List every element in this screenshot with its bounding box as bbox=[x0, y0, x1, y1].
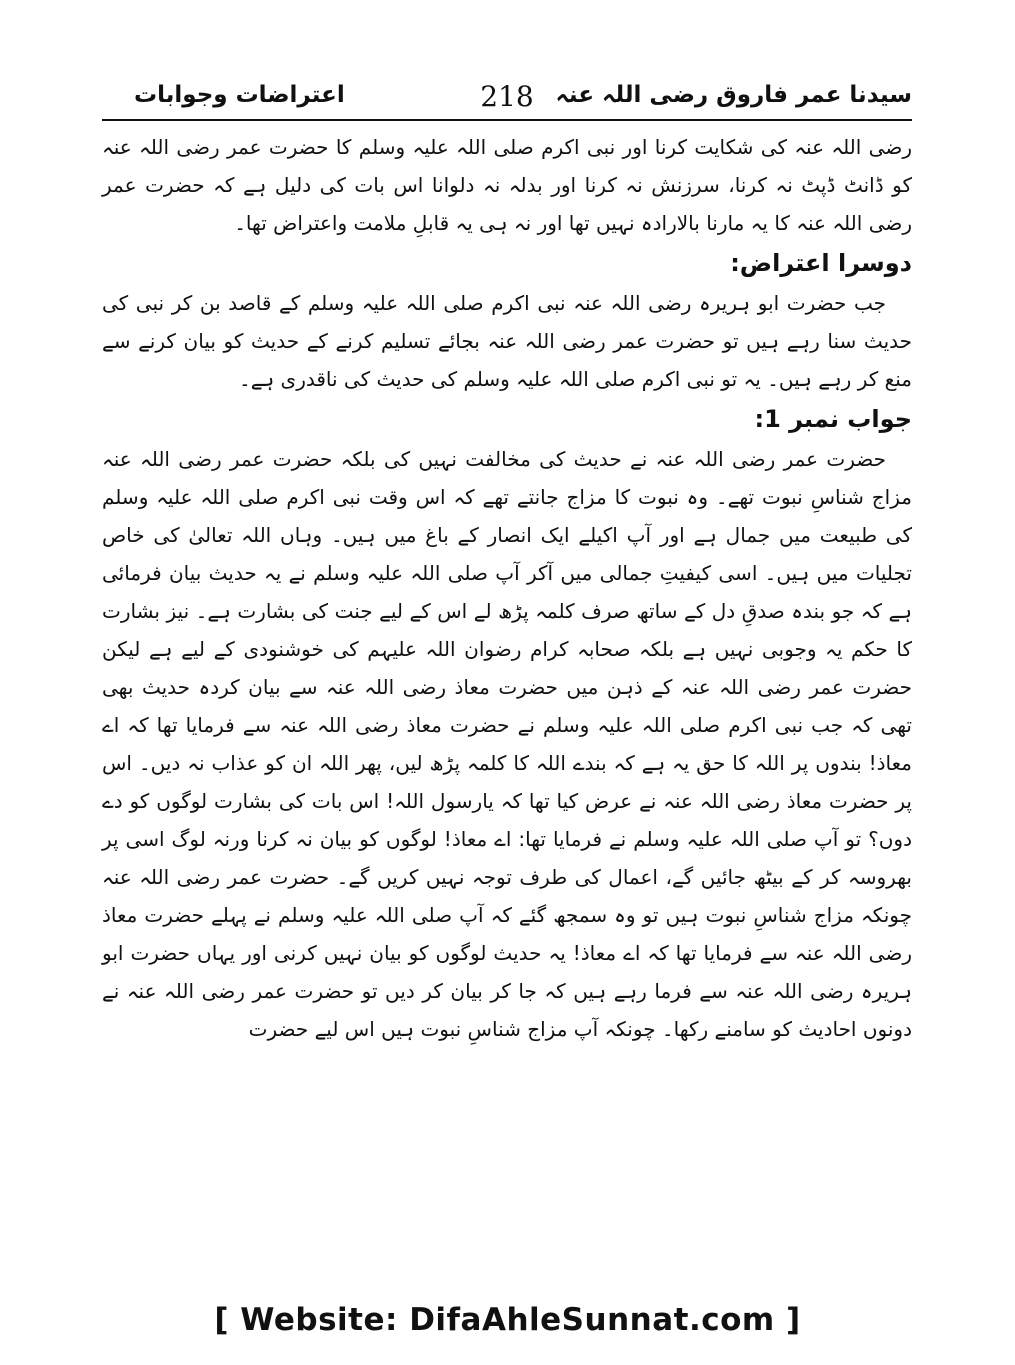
paragraph-answer: حضرت عمر رضی اللہ عنہ نے حدیث کی مخالفت نہیں کی بلکہ حضرت عمر رضی اللہ عنہ مزاج شناسِ نبوت تھے۔ وہ نبوت کا مزاج جانتے تھے کہ اس وقت نبی اکرم صلی اللہ علیہ وسلم کی طبیعت میں جمال ہے اور آپ اکیلے ایک انصار کے باغ میں ہیں۔ وہاں اللہ تعالیٰ کی خاص تجلیات میں ہیں۔ اسی کیفیتِ جمالی میں آکر آپ صلی اللہ علیہ وسلم نے یہ حدیث بیان فرمائی ہے کہ جو بندہ صدقِ دل کے ساتھ صرف کلمہ پڑھ لے اس کے لیے جنت کی بشارت ہے۔ نیز بشارت کا حکم یہ وجوبی نہیں ہے بلکہ صحابہ کرام رضوان اللہ علیہم کی خوشنودی کے لیے ہے لیکن حضرت عمر رضی اللہ عنہ کے ذہن میں حضرت معاذ رضی اللہ عنہ سے بیان کردہ حدیث بھی تھی کہ جب نبی اکرم صلی اللہ علیہ وسلم نے حضرت معاذ رضی اللہ عنہ سے فرمایا تھا کہ اے معاذ! بندوں پر اللہ کا حق یہ ہے کہ بندے اللہ کا کلمہ پڑھ لیں، پھر اللہ ان کو عذاب نہ دیں۔ اس پر حضرت معاذ رضی اللہ عنہ نے عرض کیا تھا کہ یارسول اللہ! اس بات کی بشارت لوگوں کو دے دوں؟ تو آپ صلی اللہ علیہ وسلم نے فرمایا تھا: اے معاذ! لوگوں کو بیان نہ کرنا ورنہ لوگ اسی پر بھروسہ کر کے بیٹھ جائیں گے، اعمال کی طرف توجہ نہیں کریں گے۔ حضرت عمر رضی اللہ عنہ چونکہ مزاج شناسِ نبوت ہیں تو وہ سمجھ گئے کہ آپ صلی اللہ علیہ وسلم نے پہلے حضرت معاذ رضی اللہ عنہ سے فرمایا تھا کہ اے معاذ! یہ حدیث لوگوں کو بیان نہیں کرنی اور یہاں حضرت ابو ہریرہ رضی اللہ عنہ سے فرما رہے ہیں کہ جا کر بیان کر دیں تو حضرت عمر رضی اللہ عنہ نے دونوں احادیث کو سامنے رکھا۔ چونکہ آپ مزاج شناسِ نبوت ہیں اس لیے حضرت bbox=[102, 447, 913, 1041]
section-heading-answer-1: جواب نمبر 1: bbox=[754, 405, 912, 433]
website-footer: [ Website: DifaAhleSunnat.com ] bbox=[214, 1302, 801, 1338]
header-divider bbox=[102, 119, 912, 121]
paragraph-continued: رضی اللہ عنہ کی شکایت کرنا اور نبی اکرم صلی اللہ علیہ وسلم کا حضرت عمر رضی اللہ عنہ کو ڈانٹ ڈپٹ نہ کرنا، سرزنش نہ کرنا اور بدلہ نہ دلوانا اس بات کی دلیل ہے کہ حضرت عمر رضی اللہ عنہ کا یہ مارنا بالارادہ نہیں تھا اور نہ ہی یہ قابلِ ملامت واعتراض تھا۔ bbox=[102, 135, 912, 235]
page-header bbox=[102, 80, 912, 120]
chapter-title: اعتراضات وجوابات bbox=[134, 82, 345, 108]
paragraph-objection: جب حضرت ابو ہریرہ رضی اللہ عنہ نبی اکرم صلی اللہ علیہ وسلم کے قاصد بن کر نبی کی حدیث سنا رہے ہیں تو حضرت عمر رضی اللہ عنہ بجائے تسلیم کرنے کے حدیث کو بیان کرنے سے منع کر رہے ہیں۔ یہ تو نبی اکرم صلی اللہ علیہ وسلم کی حدیث کی ناقدری ہے۔ bbox=[102, 291, 912, 391]
book-title: سیدنا عمر فاروق رضی اللہ عنہ bbox=[555, 82, 912, 108]
section-heading-objection-2: دوسرا اعتراض: bbox=[730, 249, 912, 277]
page-number: 218 bbox=[480, 80, 534, 113]
page-body bbox=[102, 128, 912, 1048]
